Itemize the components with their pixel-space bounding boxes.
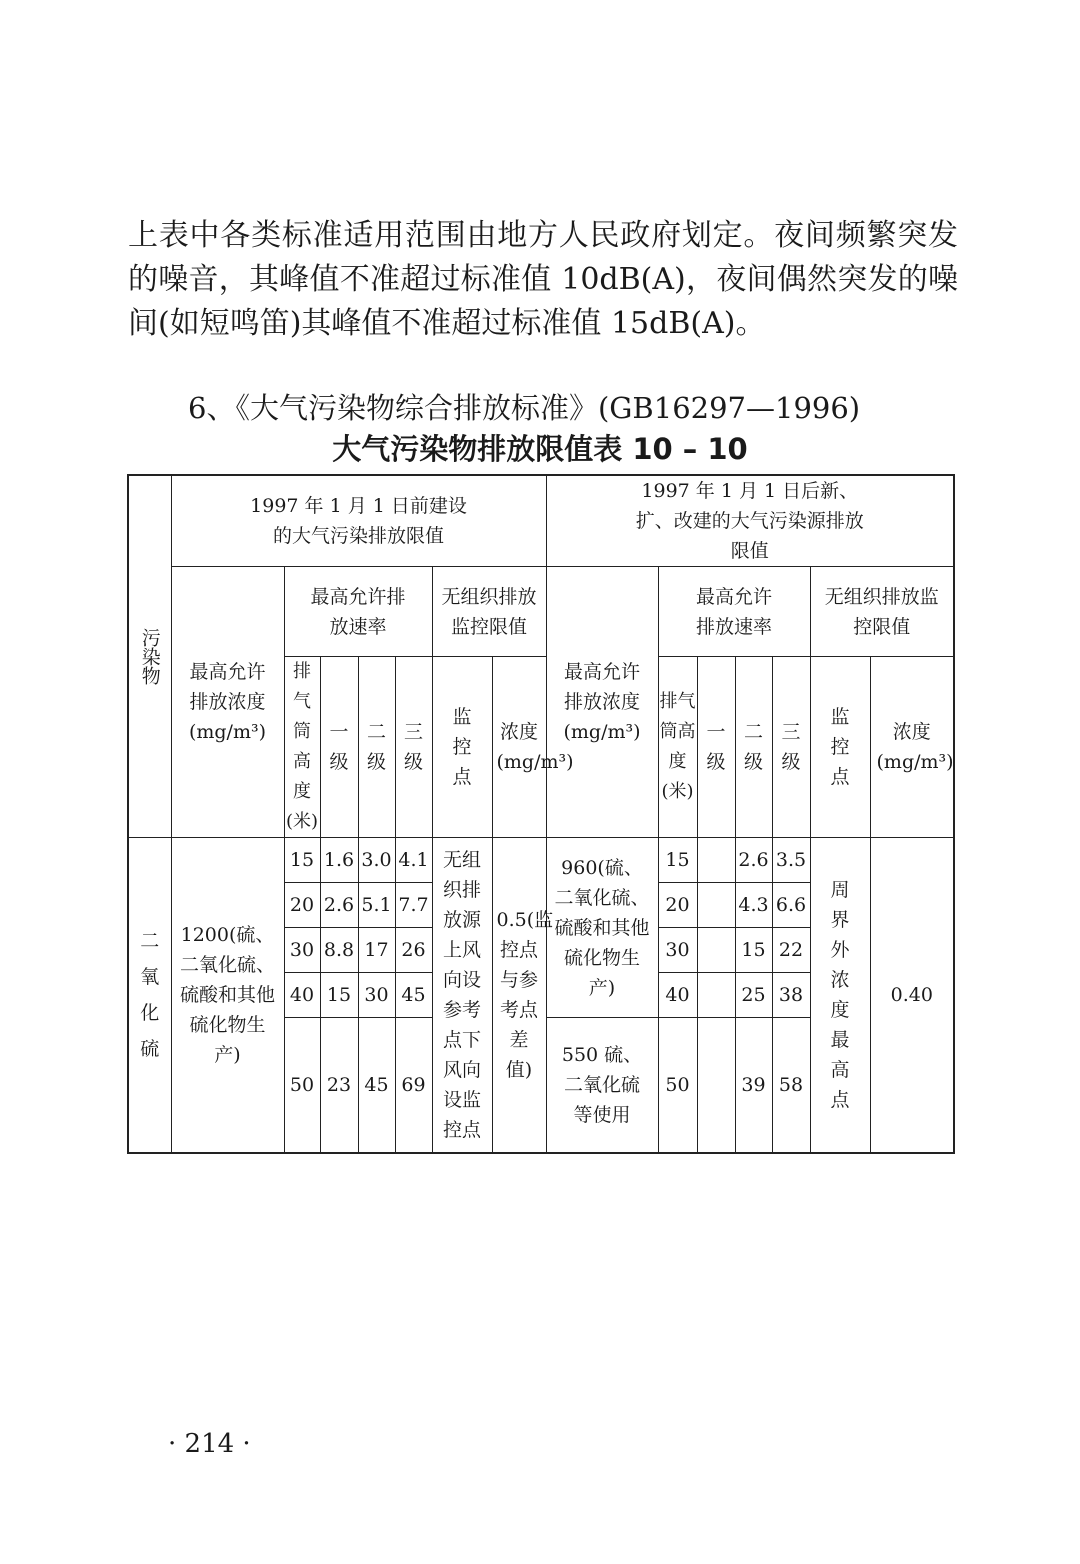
header-pollutant: 污染物 — [128, 475, 171, 838]
table-cell: 15 — [658, 838, 697, 883]
header-grade3-before: 三级 — [395, 657, 432, 838]
table-cell: 20 — [658, 883, 697, 928]
table-cell: 4.1 — [395, 838, 432, 883]
header-grade3-after: 三级 — [772, 657, 810, 838]
after-max-concentration-1: 960(硫、二氧化硫、硫酸和其他硫化物生产) — [546, 838, 658, 1018]
before-unorganized-limit: 0.5(监控点与参考点差值) — [492, 838, 546, 1153]
table-cell: 3.0 — [358, 838, 395, 883]
table-cell: 15 — [320, 973, 358, 1018]
header-group-after: 1997 年 1 月 1 日后新、扩、改建的大气污染源排放限值 — [546, 475, 954, 567]
table-cell — [697, 838, 735, 883]
table-cell: 25 — [735, 973, 772, 1018]
header-unorganized-after: 无组织排放监控限值 — [810, 567, 954, 657]
header-max-rate-before: 最高允许排放速率 — [284, 567, 432, 657]
table-cell: 2.6 — [320, 883, 358, 928]
table-cell — [697, 883, 735, 928]
header-max-conc-after: 最高允许排放浓度(mg/m³) — [546, 567, 658, 838]
table-cell — [697, 1018, 735, 1153]
table-cell: 40 — [284, 973, 320, 1018]
table-cell: 50 — [658, 1018, 697, 1153]
pollutant-name: 二氧化硫 — [128, 838, 171, 1153]
after-max-concentration-2: 550 硫、二氧化硫等使用 — [546, 1018, 658, 1153]
table-cell: 30 — [284, 928, 320, 973]
table-cell: 6.6 — [772, 883, 810, 928]
table-cell: 4.3 — [735, 883, 772, 928]
after-unorganized-limit: 0.40 — [870, 838, 954, 1153]
header-concentration-before: 浓度(mg/m³) — [492, 657, 546, 838]
table-cell: 5.1 — [358, 883, 395, 928]
table-cell: 45 — [395, 973, 432, 1018]
table-cell — [697, 928, 735, 973]
page-number: · 214 · — [168, 1429, 251, 1459]
after-monitor-point: 周界外浓度最高点 — [810, 838, 870, 1153]
table-cell: 3.5 — [772, 838, 810, 883]
before-monitor-point: 无组织排放源上风向设参考点下风向设监控点 — [432, 838, 492, 1153]
table-cell: 30 — [358, 973, 395, 1018]
header-stack-height-before: 排气筒高度(米) — [284, 657, 320, 838]
header-concentration-after: 浓度(mg/m³) — [870, 657, 954, 838]
header-max-conc-before: 最高允许排放浓度(mg/m³) — [171, 567, 284, 838]
table-cell: 23 — [320, 1018, 358, 1153]
table-cell: 39 — [735, 1018, 772, 1153]
table-cell: 40 — [658, 973, 697, 1018]
table-cell: 20 — [284, 883, 320, 928]
table-cell: 17 — [358, 928, 395, 973]
header-stack-height-after: 排气筒高度(米) — [658, 657, 697, 838]
table-cell: 30 — [658, 928, 697, 973]
table-cell — [697, 973, 735, 1018]
header-grade1-after: 一级 — [697, 657, 735, 838]
header-max-rate-after: 最高允许排放速率 — [658, 567, 810, 657]
table-title: 大气污染物排放限值表 10 – 10 — [332, 432, 748, 466]
header-monitor-point-after: 监控点 — [810, 657, 870, 838]
header-group-before: 1997 年 1 月 1 日前建设的大气污染排放限值 — [171, 475, 546, 567]
header-grade1-before: 一级 — [320, 657, 358, 838]
table-cell: 38 — [772, 973, 810, 1018]
table-cell: 1.6 — [320, 838, 358, 883]
header-monitor-point-before: 监控点 — [432, 657, 492, 838]
body-paragraph: 上表中各类标准适用范围由地方人民政府划定。夜间频繁突发的噪音，其峰值不准超过标准值 10dB(A)，夜间偶然突发的噪间(如短鸣笛)其峰值不准超过标准值 15dB(A)。 — [128, 218, 958, 341]
table-cell: 45 — [358, 1018, 395, 1153]
table-cell: 8.8 — [320, 928, 358, 973]
table-cell: 15 — [735, 928, 772, 973]
table-cell: 26 — [395, 928, 432, 973]
table-cell: 15 — [284, 838, 320, 883]
header-unorganized-before: 无组织排放监控限值 — [432, 567, 546, 657]
header-grade2-before: 二级 — [358, 657, 395, 838]
table-cell: 2.6 — [735, 838, 772, 883]
header-grade2-after: 二级 — [735, 657, 772, 838]
section-heading: 6、《大气污染物综合排放标准》(GB16297—1996) — [188, 391, 861, 425]
before-max-concentration: 1200(硫、二氧化硫、硫酸和其他硫化物生产) — [171, 838, 284, 1153]
table-cell: 58 — [772, 1018, 810, 1153]
table-cell: 69 — [395, 1018, 432, 1153]
emission-limits-table — [127, 474, 955, 1154]
table-cell: 7.7 — [395, 883, 432, 928]
table-cell: 50 — [284, 1018, 320, 1153]
table-cell: 22 — [772, 928, 810, 973]
